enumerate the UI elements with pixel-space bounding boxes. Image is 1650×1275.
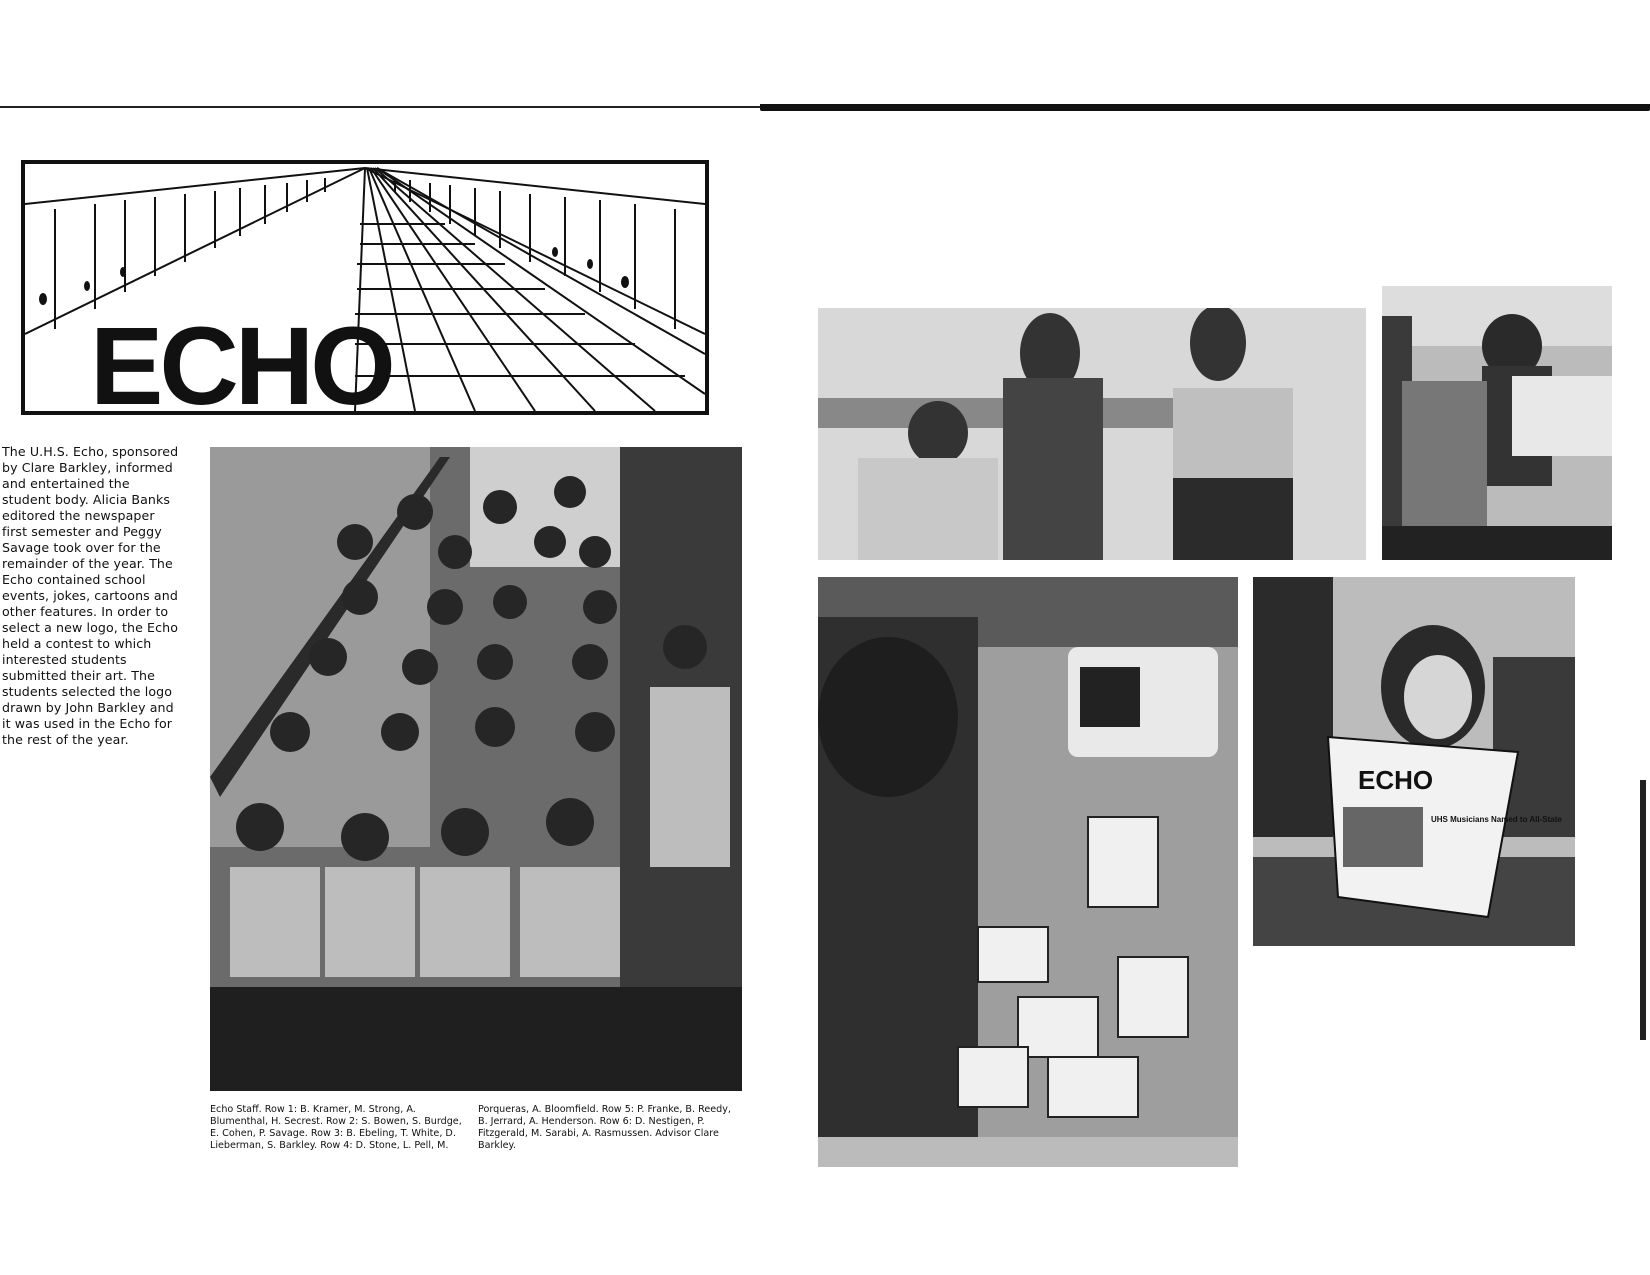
staff-group-photo [210, 447, 742, 1091]
caption-col-2: Porqueras, A. Bloomfield. Row 5: P. Franke, B. Reedy, B. Jerrard, A. Henderson. Row 6: D. Nestigen, P. Fitzgerald, M. Sarabi, A. Rasmussen. Advisor Clare Barkley. [478, 1104, 731, 1151]
newspaper-headline: UHS Musicians Named to All-State [1431, 815, 1562, 824]
logo-title: ECHO [90, 305, 392, 411]
top-rule [0, 104, 1650, 112]
caption-col-1: Echo Staff. Row 1: B. Kramer, M. Strong, A. Blumenthal, H. Secrest. Row 2: S. Bowen, S. Burdge, E. Cohen, P. Savage. Row 3: B. Ebeling, T. White, D. Lieberman, S. Barkley. Row 4: D. Stone, L. Pell, M. [210, 1104, 462, 1151]
intro-paragraph: The U.H.S. Echo, sponsored by Clare Barkley, informed and entertained the student body. Alicia Banks editored the newspaper first semester and Peggy Savage took over for the remainder of the year. The Echo contained school events, jokes, cartoons and other features. In order to select a new logo, the Echo held a contest to which interested students submitted their art. The students selected the logo drawn by John Barkley and it was used in the Echo for the rest of the year. [2, 444, 179, 747]
newspaper-reader-photo [1253, 577, 1575, 946]
desk-photo [1382, 286, 1612, 560]
newspaper-masthead: ECHO [1358, 765, 1434, 795]
students-talking-photo [818, 308, 1366, 560]
typewriter-photo [818, 577, 1238, 1167]
page-edge [1640, 780, 1646, 1040]
echo-logo [21, 160, 709, 415]
